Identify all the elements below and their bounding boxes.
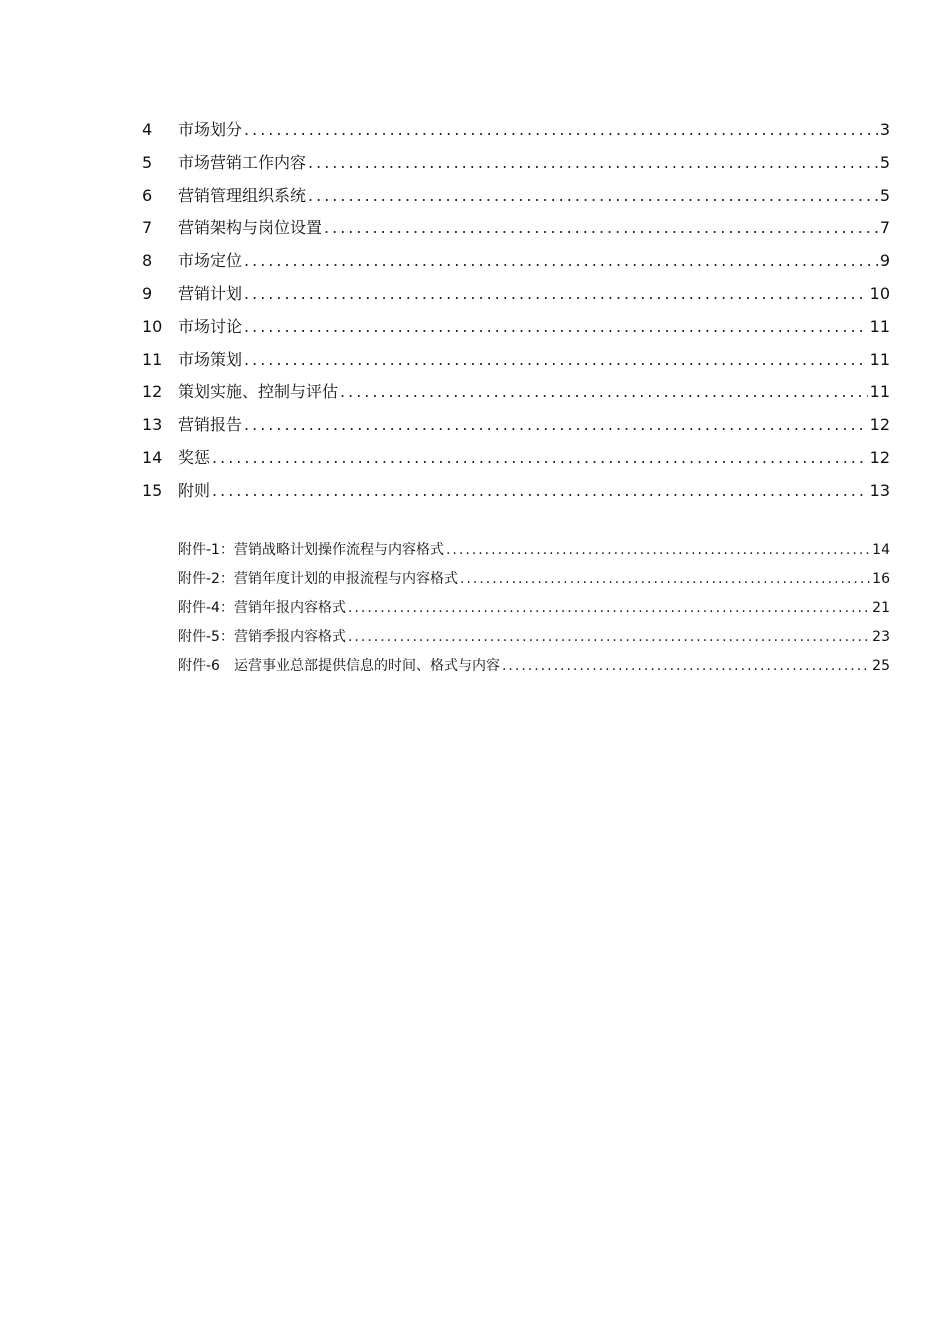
- toc-entry-number: 13: [142, 415, 163, 435]
- appendix-entry-title: 附件-1：营销战略计划操作流程与内容格式: [178, 542, 444, 558]
- dot-leader: [324, 212, 878, 245]
- toc-entry[interactable]: [142, 147, 890, 180]
- toc-entry-page: 11: [869, 316, 890, 336]
- toc-entry-title: 营销计划: [178, 283, 243, 303]
- toc-entry-page: 7: [879, 218, 890, 238]
- dot-leader: [244, 344, 868, 377]
- toc-entry-number: 11: [142, 349, 163, 369]
- appendix-list: [178, 536, 890, 681]
- toc-entry-page: 13: [869, 480, 890, 500]
- toc-entry-page: 9: [879, 251, 890, 271]
- toc-entry-title: 市场定位: [178, 251, 243, 271]
- appendix-entry-title: 附件-5：营销季报内容格式: [178, 629, 346, 645]
- toc-entry-number: 4: [142, 120, 153, 139]
- toc-entry-page: 12: [869, 447, 890, 467]
- toc-entry[interactable]: [142, 180, 890, 213]
- toc-entry-number: 14: [142, 447, 163, 467]
- dot-leader: [348, 594, 870, 623]
- appendix-entry-title: 附件-6 运营事业总部提供信息的时间、格式与内容: [178, 658, 500, 674]
- toc-entry-page: 5: [879, 185, 890, 205]
- toc-entry[interactable]: [142, 475, 890, 508]
- dot-leader: [340, 376, 868, 409]
- toc-entry[interactable]: [142, 311, 890, 344]
- appendix-entry[interactable]: [178, 623, 890, 652]
- appendix-entry-page: 14: [872, 542, 890, 558]
- dot-leader: [212, 442, 868, 475]
- toc-entry-number: 8: [142, 251, 153, 271]
- toc-entry-number: 12: [142, 382, 163, 402]
- toc-entry-number: 10: [142, 316, 163, 336]
- toc-entry[interactable]: [142, 114, 890, 147]
- dot-leader: [212, 475, 868, 508]
- dot-leader: [244, 278, 868, 311]
- dot-leader: [308, 147, 878, 180]
- toc-entry-number: 15: [142, 480, 163, 500]
- toc-entry[interactable]: [142, 245, 890, 278]
- toc-entry-title: 策划实施、控制与评估: [178, 382, 339, 402]
- appendix-entry-page: 21: [872, 600, 890, 616]
- toc-entry[interactable]: [142, 212, 890, 245]
- toc-entry-title: 营销报告: [178, 415, 243, 435]
- table-of-contents: [142, 114, 890, 508]
- dot-leader: [348, 623, 870, 652]
- appendix-entry-page: 23: [872, 629, 890, 645]
- toc-entry[interactable]: [142, 278, 890, 311]
- appendix-entry[interactable]: [178, 594, 890, 623]
- toc-entry-title: 市场划分: [178, 120, 243, 139]
- toc-entry-number: 5: [142, 152, 153, 172]
- toc-entry-title: 奖惩: [178, 447, 211, 467]
- toc-entry[interactable]: [142, 442, 890, 475]
- toc-entry[interactable]: [142, 344, 890, 377]
- toc-entry-number: 6: [142, 185, 153, 205]
- toc-entry-page: 12: [869, 415, 890, 435]
- dot-leader: [244, 311, 868, 344]
- toc-entry-page: 11: [869, 382, 890, 402]
- appendix-entry[interactable]: [178, 565, 890, 594]
- dot-leader: [244, 245, 878, 278]
- appendix-entry[interactable]: [178, 652, 890, 681]
- toc-entry-title: 市场讨论: [178, 316, 243, 336]
- dot-leader: [244, 114, 878, 147]
- toc-entry-page: 3: [879, 120, 890, 139]
- toc-entry[interactable]: [142, 376, 890, 409]
- appendix-entry-title: 附件-2：营销年度计划的申报流程与内容格式: [178, 571, 458, 587]
- toc-entry-page: 11: [869, 349, 890, 369]
- toc-entry[interactable]: [142, 409, 890, 442]
- dot-leader: [460, 565, 870, 594]
- toc-entry-number: 9: [142, 283, 153, 303]
- toc-entry-title: 营销管理组织系统: [178, 185, 307, 205]
- dot-leader: [446, 536, 870, 565]
- dot-leader: [308, 180, 878, 213]
- appendix-entry-page: 16: [872, 571, 890, 587]
- dot-leader: [502, 652, 870, 681]
- toc-entry-page: 5: [879, 152, 890, 172]
- toc-entry-title: 市场策划: [178, 349, 243, 369]
- appendix-entry-title: 附件-4：营销年报内容格式: [178, 600, 346, 616]
- dot-leader: [244, 409, 868, 442]
- toc-entry-title: 市场营销工作内容: [178, 152, 307, 172]
- toc-entry-title: 营销架构与岗位设置: [178, 218, 323, 238]
- toc-entry-number: 7: [142, 218, 153, 238]
- appendix-entry[interactable]: [178, 536, 890, 565]
- toc-entry-page: 10: [869, 283, 890, 303]
- toc-entry-title: 附则: [178, 480, 211, 500]
- appendix-entry-page: 25: [872, 658, 890, 674]
